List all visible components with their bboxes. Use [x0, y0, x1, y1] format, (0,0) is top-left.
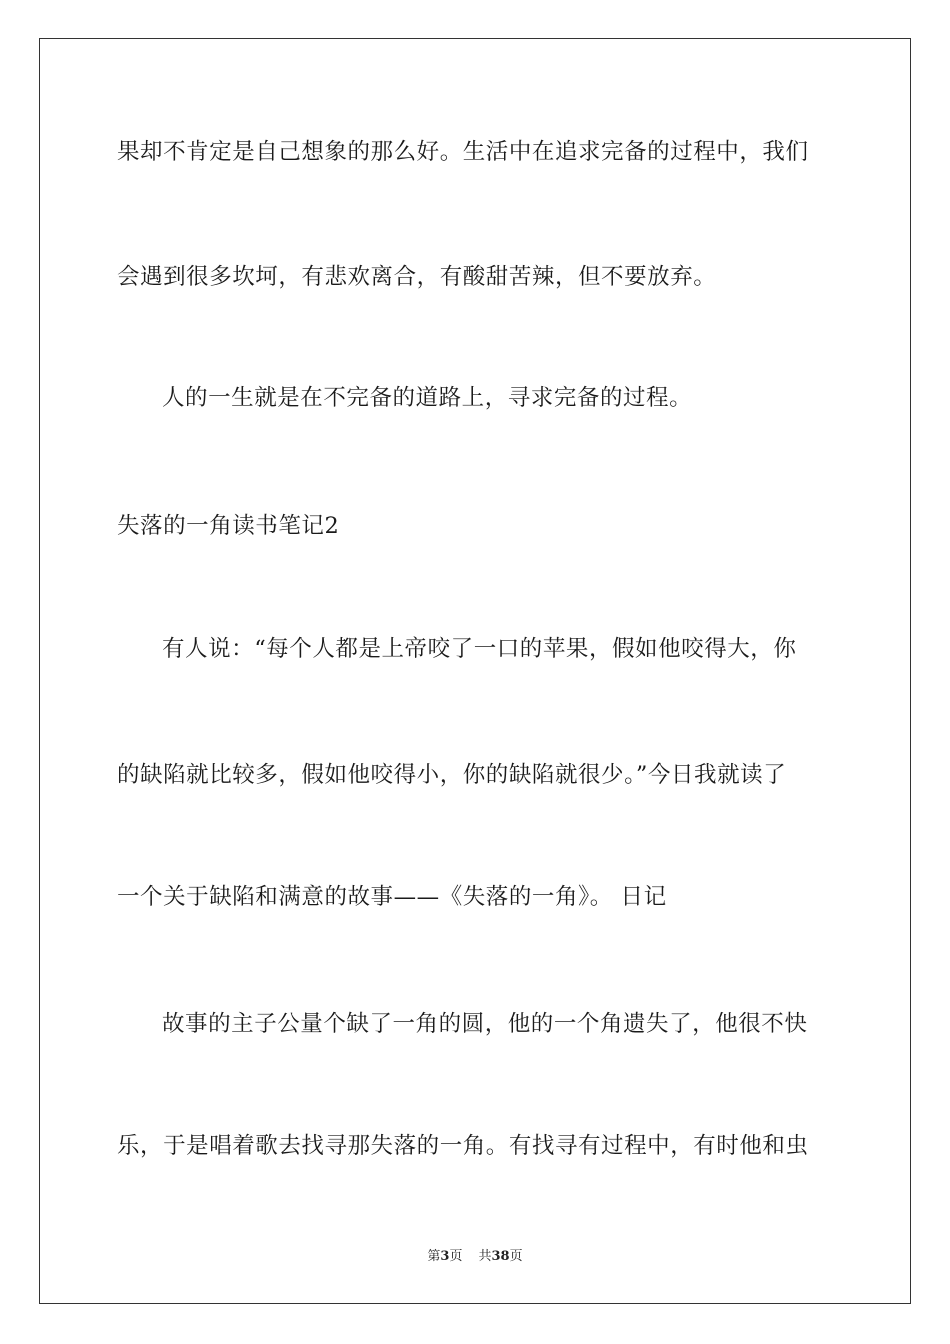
- paragraph-line-5: 有人说：“每个人都是上帝咬了一口的苹果，假如他咬得大，你: [162, 636, 797, 662]
- section-heading: 失落的一角读书笔记2: [117, 513, 340, 539]
- text-line-6: 的缺陷就比较多，假如他咬得小，你的缺陷就很少。”今日我就读了: [117, 762, 787, 788]
- text-line-9: 乐，于是唱着歌去找寻那失落的一角。有找寻有过程中，有时他和虫: [117, 1133, 809, 1159]
- paragraph-line-3: 人的一生就是在不完备的道路上，寻求完备的过程。: [162, 385, 693, 411]
- total-pages: 38: [491, 1249, 510, 1264]
- page-number: 3: [440, 1249, 450, 1264]
- total-prefix: 共: [478, 1249, 492, 1264]
- page-footer: [0, 1248, 950, 1266]
- total-suffix: 页: [509, 1249, 523, 1264]
- text-line-7: 一个关于缺陷和满意的故事——《失落的一角》。 日记: [117, 884, 667, 910]
- text-line-2: 会遇到很多坎坷，有悲欢离合，有酸甜苦辣，但不要放弃。: [117, 264, 717, 290]
- paragraph-line-8: 故事的主子公量个缺了一角的圆，他的一个角遗失了，他很不快: [162, 1011, 808, 1037]
- text-line-1: 果却不肯定是自己想象的那么好。生活中在追求完备的过程中，我们: [117, 139, 809, 165]
- page-suffix: 页: [449, 1249, 463, 1264]
- page-prefix: 第: [427, 1249, 441, 1264]
- page-border: [39, 38, 911, 1304]
